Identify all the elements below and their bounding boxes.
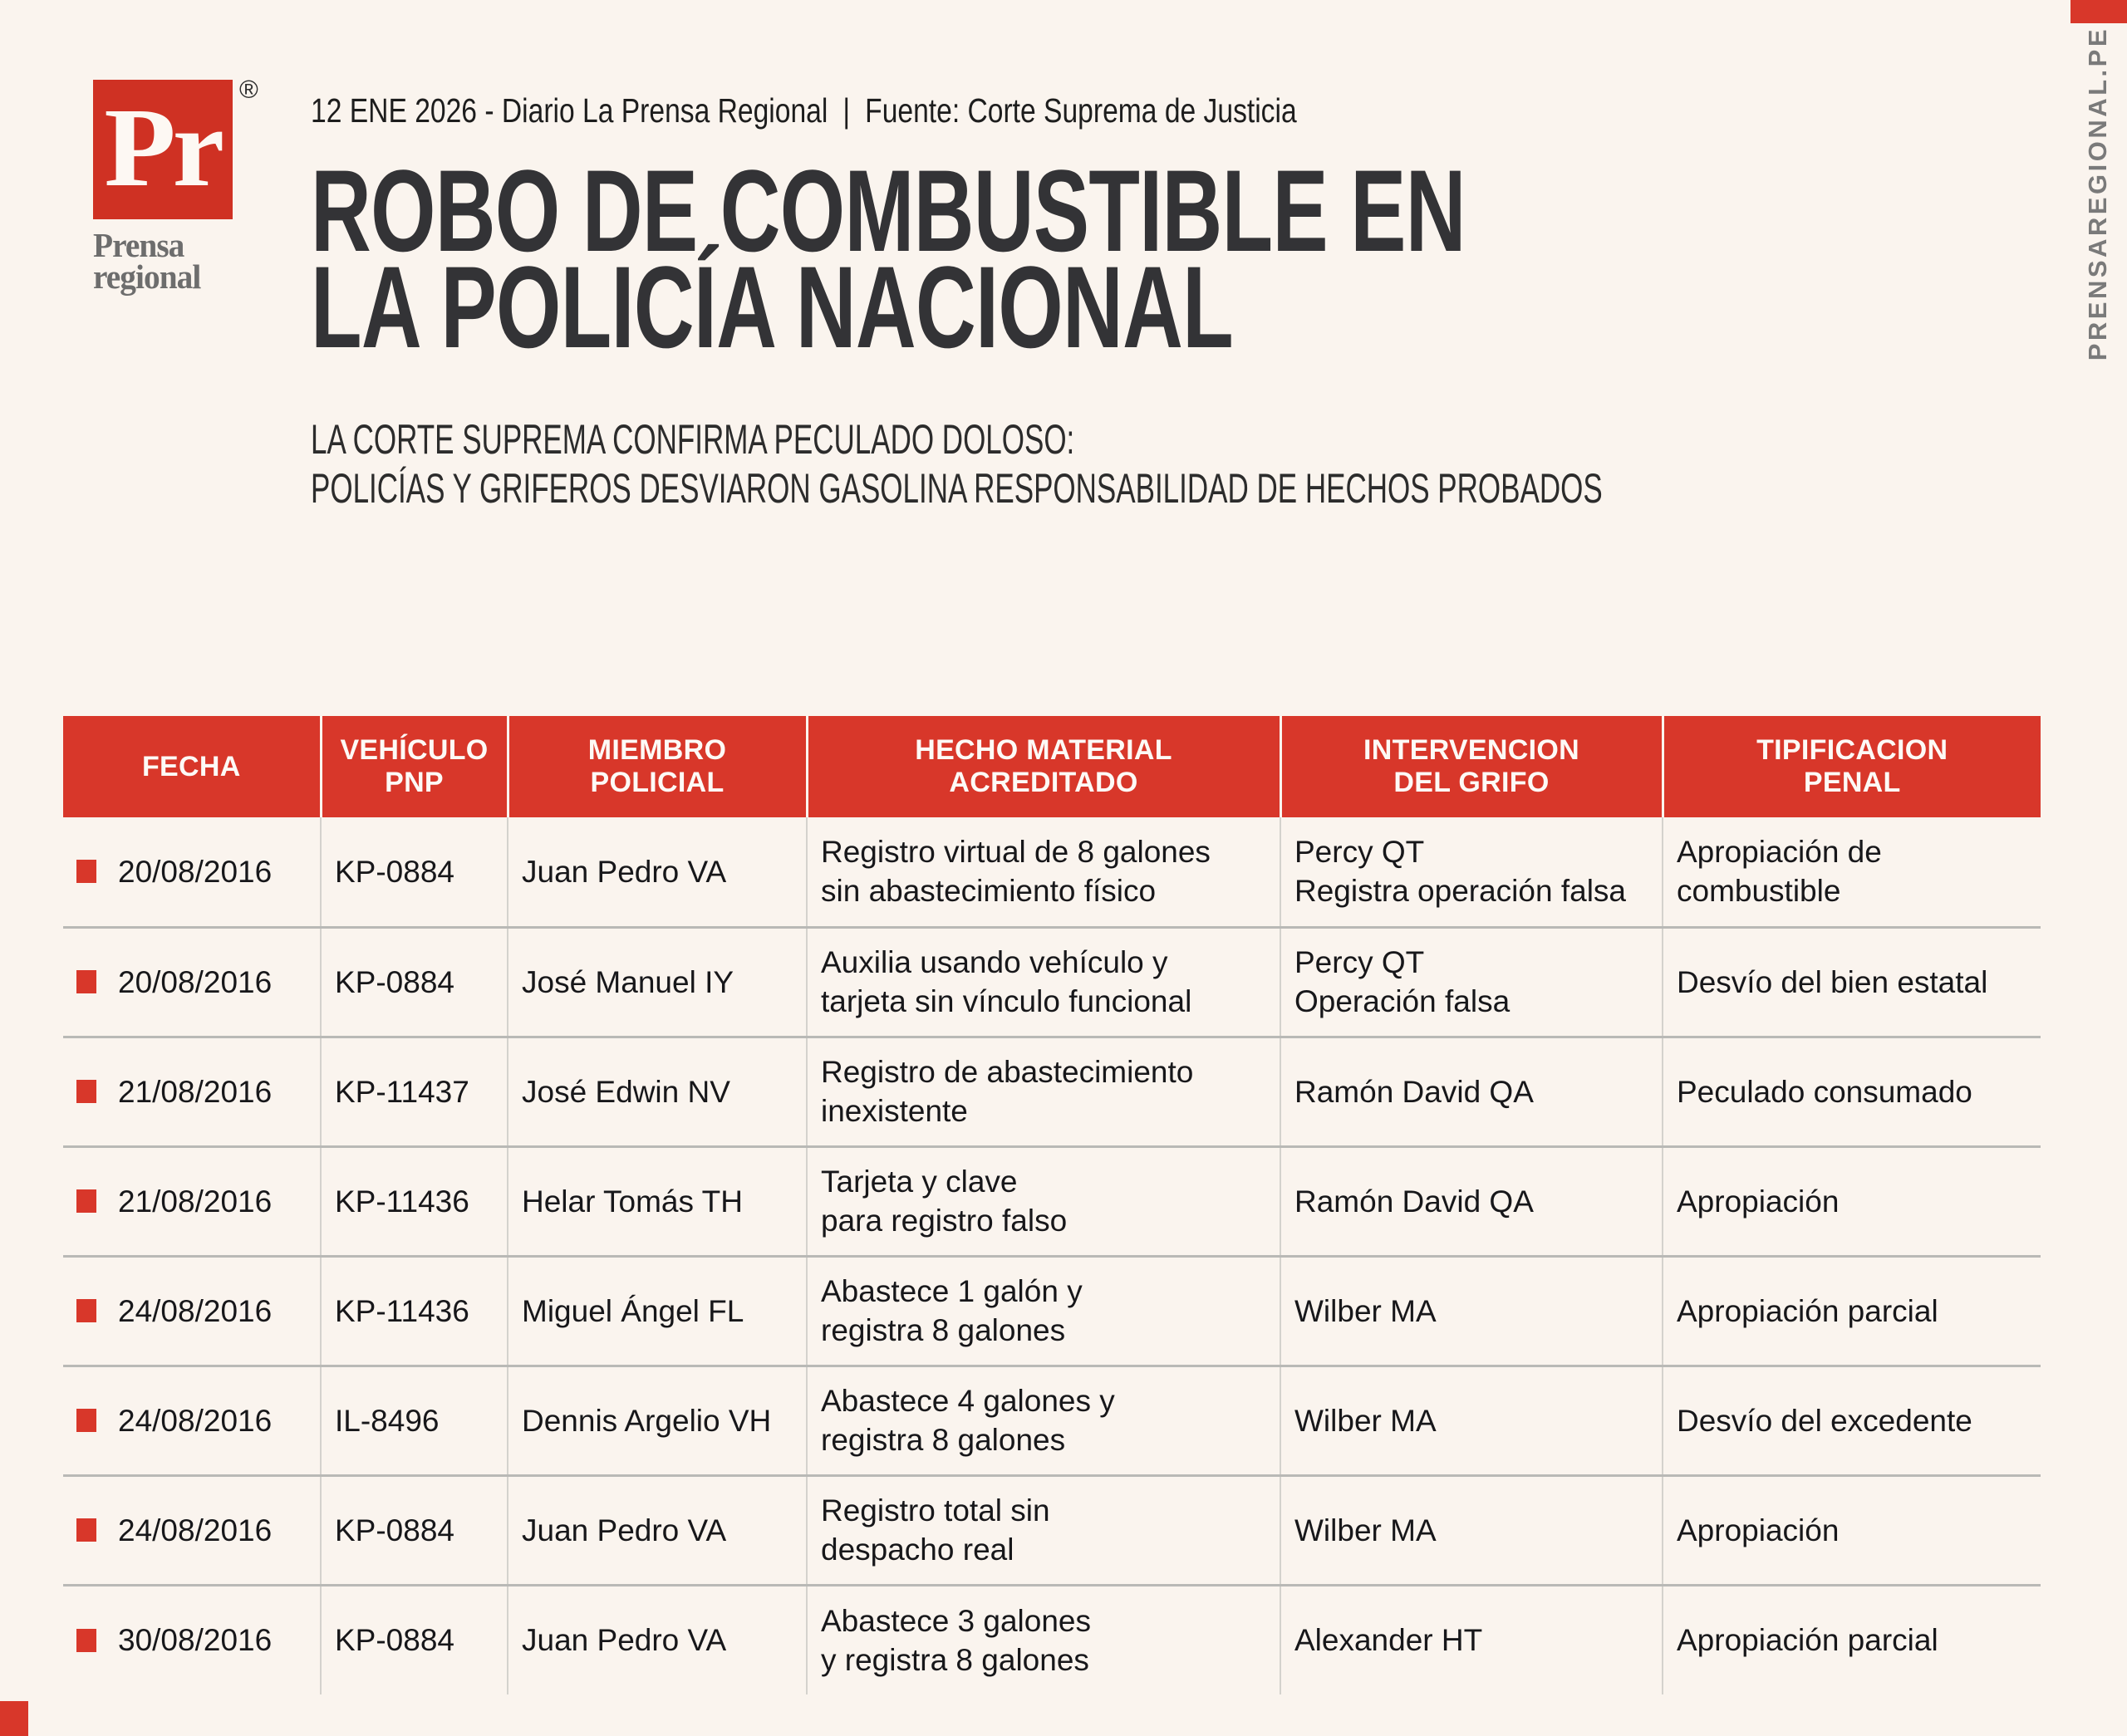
cell-fecha (63, 1585, 321, 1694)
cell-intervencion-grifo-line: Wilber MA (1294, 1403, 1437, 1438)
cell-tipificacion-penal: Apropiación parcial (1677, 1623, 1938, 1658)
cell-fecha (63, 927, 321, 1037)
column-header-miembro-line1: MIEMBRO (587, 734, 727, 766)
cell-fecha (63, 1366, 321, 1475)
kicker-separator: | (842, 91, 851, 130)
cell-hecho-material-line: Tarjeta y clave (821, 1165, 1018, 1199)
cell-intervencion-grifo-line: Percy QT (1294, 835, 1425, 870)
cell-hecho-material (807, 1475, 1280, 1585)
cell-hecho-material-line: registra 8 galones (821, 1313, 1066, 1347)
cell-hecho-material (807, 1585, 1280, 1694)
column-header-tipificacion-penal[interactable] (1663, 716, 2041, 817)
cell-tipificacion-penal: Apropiación (1663, 1146, 2041, 1256)
cell-fecha-text: 30/08/2016 (118, 1623, 273, 1658)
table-row[interactable] (63, 1585, 2041, 1694)
cell-intervencion-grifo (1280, 1256, 1663, 1366)
cell-intervencion-grifo-line: Ramón David QA (1294, 1074, 1534, 1109)
cell-intervencion-grifo-line: Operación falsa (1294, 984, 1511, 1018)
cell-intervencion-grifo (1280, 1037, 1663, 1146)
top-right-red-accent (2071, 0, 2127, 23)
headline-line2: LA POLICÍA NACIONAL (311, 242, 1233, 372)
page-title (311, 145, 1507, 372)
cell-miembro: Helar Tomás TH (508, 1146, 807, 1256)
row-bullet-square-icon (76, 1080, 96, 1103)
cell-hecho-material-line: Abastece 4 galones y (821, 1384, 1115, 1418)
column-header-hecho-line1: HECHO MATERIAL (915, 734, 1172, 766)
column-header-miembro-line2: POLICIAL (590, 767, 725, 798)
headline-line1: ROBO DE COMBUSTIBLE EN (311, 145, 1466, 276)
cell-hecho-material-line: Abastece 1 galón y (821, 1274, 1083, 1308)
table-row[interactable] (63, 1256, 2041, 1366)
cell-tipificacion-penal: Apropiación parcial (1663, 1256, 2041, 1366)
vertical-brand-text: PRENSAREGIONAL.PE (2083, 27, 2112, 361)
table-row[interactable] (63, 1475, 2041, 1585)
cell-miembro: Miguel Ángel FL (508, 1256, 807, 1366)
subtitle-line2: POLICÍAS Y GRIFEROS DESVIARON GASOLINA RESPONSABILIDAD DE HECHOS PROBADOS (311, 465, 1603, 512)
kicker-source: Fuente: Corte Suprema de Justicia (865, 91, 1297, 130)
cell-fecha-text: 21/08/2016 (118, 1074, 273, 1109)
table-row[interactable] (63, 1366, 2041, 1475)
column-header-fecha-line1: FECHA (141, 750, 241, 782)
cell-vehiculo: KP-0884 (321, 1585, 508, 1694)
table-header-row (63, 716, 2041, 817)
column-header-vehiculo-line1: VEHÍCULO (340, 734, 489, 766)
cell-tipificacion-penal: Apropiación (1663, 1475, 2041, 1585)
column-header-fecha[interactable] (63, 716, 321, 817)
cell-vehiculo: KP-0884 (321, 817, 508, 927)
vertical-brand-rail (2072, 27, 2124, 492)
cell-fecha (63, 1475, 321, 1585)
cell-intervencion-grifo (1280, 927, 1663, 1037)
cell-intervencion-grifo (1280, 1146, 1663, 1256)
cell-intervencion-grifo-line: Alexander HT (1294, 1623, 1483, 1658)
cell-miembro: Dennis Argelio VH (508, 1366, 807, 1475)
cell-miembro: José Manuel IY (508, 927, 807, 1037)
row-bullet-square-icon (76, 1299, 96, 1322)
cell-hecho-material-line: despacho real (821, 1532, 1014, 1567)
table-row[interactable] (63, 817, 2041, 927)
bottom-left-red-accent (0, 1701, 28, 1736)
cell-fecha-text: 20/08/2016 (118, 854, 273, 889)
logo-square-icon (93, 80, 233, 219)
cell-tipificacion-penal: Apropiación de combustible (1663, 817, 2041, 927)
row-bullet-square-icon (76, 860, 96, 883)
logo-wordmark (93, 226, 244, 296)
cell-hecho-material-line: Abastece 3 galones (821, 1603, 1092, 1638)
cell-hecho-material-line: inexistente (821, 1094, 968, 1128)
cell-fecha (63, 1146, 321, 1256)
subtitle-line1: LA CORTE SUPREMA CONFIRMA PECULADO DOLOSO: (311, 416, 1075, 463)
cell-intervencion-grifo (1280, 817, 1663, 927)
cell-tipificacion-penal: Peculado consumado (1663, 1037, 2041, 1146)
cell-fecha (63, 1037, 321, 1146)
logo-square-label: Pr (104, 86, 222, 210)
cell-hecho-material-line: tarjeta sin vínculo funcional (821, 984, 1192, 1018)
table-row[interactable] (63, 927, 2041, 1037)
table-header (63, 716, 2041, 817)
kicker-line (311, 91, 1673, 130)
cell-miembro: Juan Pedro VA (508, 1585, 807, 1694)
cell-vehiculo: KP-0884 (321, 927, 508, 1037)
cell-vehiculo: KP-11436 (321, 1146, 508, 1256)
cell-miembro: Juan Pedro VA (508, 1475, 807, 1585)
cell-hecho-material-line: Auxilia usando vehículo y (821, 945, 1168, 979)
cell-hecho-material-line: Registro virtual de 8 galones (821, 835, 1211, 870)
cell-fecha (63, 1256, 321, 1366)
cell-intervencion-grifo-line: Registra operación falsa (1294, 874, 1626, 909)
column-header-hecho-line2: ACREDITADO (949, 767, 1138, 798)
cell-hecho-material (807, 1366, 1280, 1475)
cell-hecho-material-line: sin abastecimiento físico (821, 874, 1157, 909)
cell-hecho-material-line: para registro falso (821, 1204, 1068, 1238)
facts-table (63, 716, 2041, 1694)
cell-hecho-material (807, 817, 1280, 927)
cell-tipificacion-penal: Desvío del bien estatal (1663, 927, 2041, 1037)
cell-intervencion-grifo (1280, 1366, 1663, 1475)
column-header-tipificacion-line1: TIPIFICACION (1756, 734, 1948, 766)
subtitle (311, 415, 1603, 513)
cell-vehiculo: KP-0884 (321, 1475, 508, 1585)
kicker-date-publication: 12 ENE 2026 - Diario La Prensa Regional (311, 91, 828, 130)
table-body (63, 817, 2041, 1694)
cell-hecho-material (807, 1037, 1280, 1146)
column-header-hecho-material[interactable] (807, 716, 1280, 817)
cell-miembro: Juan Pedro VA (508, 817, 807, 927)
cell-hecho-material (807, 1146, 1280, 1256)
cell-hecho-material-line: y registra 8 galones (821, 1642, 1089, 1677)
column-header-intervencion-line1: INTERVENCION (1363, 734, 1579, 766)
cell-hecho-material (807, 927, 1280, 1037)
logo-mark-wrap (93, 75, 259, 219)
cell-vehiculo: KP-11437 (321, 1037, 508, 1146)
cell-fecha-text: 24/08/2016 (118, 1293, 273, 1328)
logo-wordmark-line1: Prensa (93, 226, 184, 264)
cell-vehiculo: IL-8496 (321, 1366, 508, 1475)
column-header-vehiculo-pnp[interactable] (321, 716, 508, 817)
cell-hecho-material-line: Registro de abastecimiento (821, 1055, 1194, 1089)
cell-fecha-text: 24/08/2016 (118, 1403, 273, 1438)
registered-trademark-icon: ® (239, 75, 258, 104)
cell-hecho-material-line: Registro total sin (821, 1493, 1050, 1528)
cell-fecha-text: 21/08/2016 (118, 1184, 273, 1219)
cell-fecha (63, 817, 321, 927)
column-header-tipificacion-line2: PENAL (1803, 767, 1901, 798)
column-header-vehiculo-line2: PNP (385, 767, 444, 798)
logo-wordmark-line2: regional (93, 257, 201, 296)
row-bullet-square-icon (76, 1629, 96, 1652)
cell-intervencion-grifo-line: Wilber MA (1294, 1513, 1437, 1547)
cell-intervencion-grifo-line: Wilber MA (1294, 1293, 1437, 1328)
row-bullet-square-icon (76, 970, 96, 993)
table-row[interactable] (63, 1146, 2041, 1256)
cell-tipificacion-penal: Desvío del excedente (1663, 1366, 2041, 1475)
cell-hecho-material-line: registra 8 galones (821, 1423, 1066, 1457)
cell-hecho-material (807, 1256, 1280, 1366)
column-header-intervencion-grifo[interactable] (1280, 716, 1663, 817)
header (0, 0, 2027, 512)
cell-intervencion-grifo-line: Percy QT (1294, 945, 1425, 979)
row-bullet-square-icon (76, 1189, 96, 1213)
cell-intervencion-grifo-line: Ramón David QA (1294, 1184, 1534, 1219)
table-row[interactable] (63, 1037, 2041, 1146)
header-text-block (311, 91, 1972, 513)
cell-fecha-text: 24/08/2016 (118, 1513, 273, 1547)
cell-intervencion-grifo (1280, 1585, 1663, 1694)
column-header-miembro-policial[interactable] (508, 716, 807, 817)
publisher-logo[interactable] (93, 75, 292, 296)
cell-intervencion-grifo (1280, 1475, 1663, 1585)
column-header-intervencion-line2: DEL GRIFO (1393, 767, 1550, 798)
cell-fecha-text: 20/08/2016 (118, 964, 273, 999)
facts-table-wrapper (63, 716, 2041, 1694)
cell-miembro: José Edwin NV (508, 1037, 807, 1146)
cell-vehiculo: KP-11436 (321, 1256, 508, 1366)
row-bullet-square-icon (76, 1518, 96, 1542)
row-bullet-square-icon (76, 1409, 96, 1432)
